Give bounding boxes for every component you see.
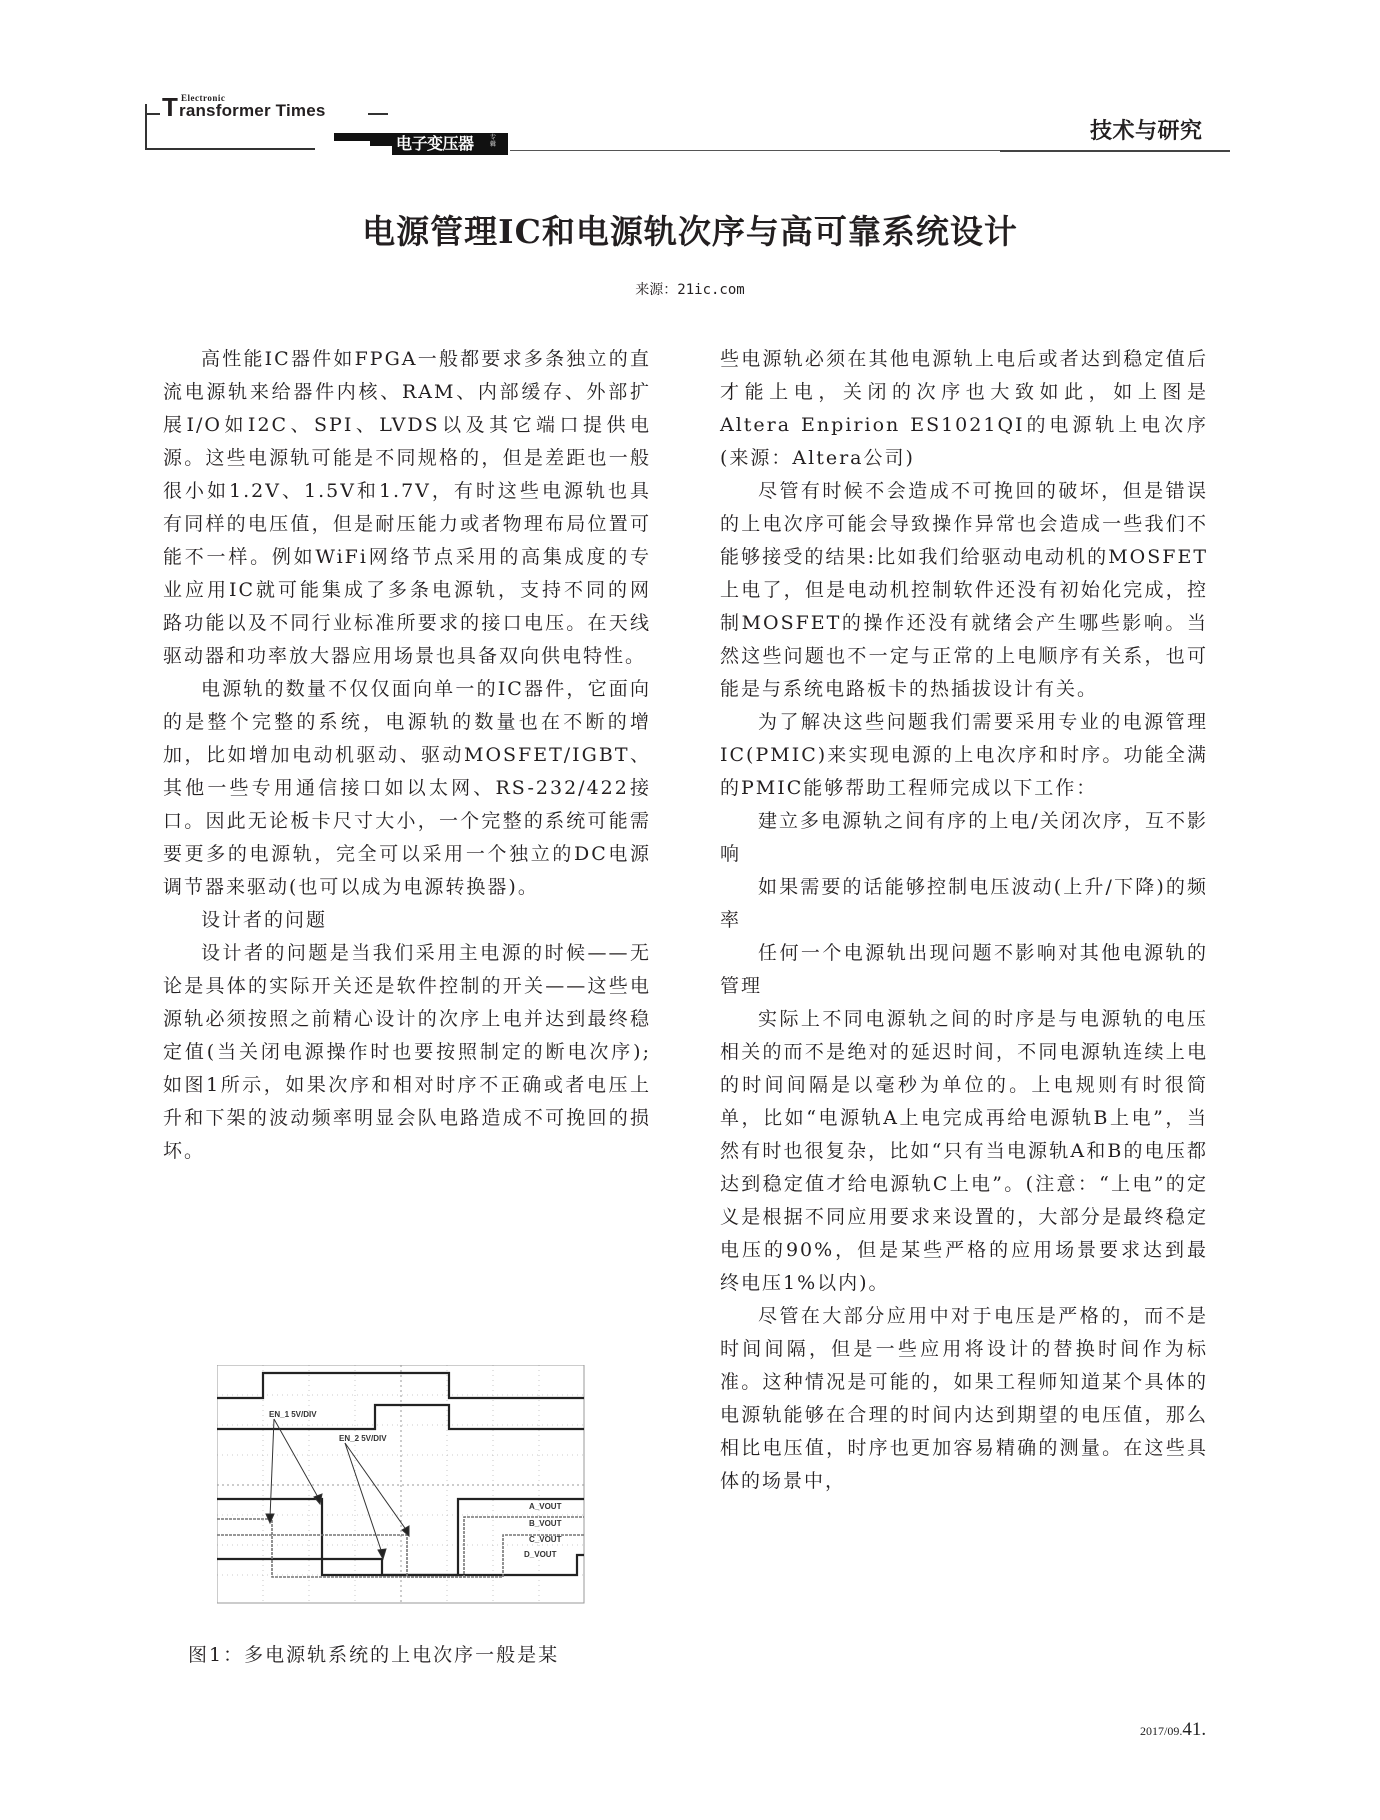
page-footer: [1140, 1720, 1206, 1741]
label-en2: EN_2 5V/DIV: [339, 1434, 387, 1443]
label-a-vout: A_VOUT: [529, 1502, 562, 1511]
label-en1: EN_1 5V/DIV: [269, 1410, 317, 1419]
paragraph: 尽管有时候不会造成不可挽回的破坏，但是错误的上电次序可能会导致操作异常也会造成一些我们不能够接受的结果:比如我们给驱动电动机的MOSFET上电了，但是电动机控制软件还没有初始化完成，控制MOSFET的操作还没有就绪会产生哪些影响。当然这些问题也不一定与正常的上电顺序有关系，也可能是与系统电路板卡的热插拔设计有关。: [720, 480, 1208, 700]
header-rule-left: [145, 148, 315, 150]
list-item: 任何一个电源轨出现问题不影响对其他电源轨的管理: [720, 942, 1208, 997]
header-rule-right-thick: [1000, 150, 1230, 152]
label-b-vout: B_VOUT: [529, 1519, 562, 1528]
header-dash: [145, 113, 160, 115]
magazine-logo-small-word: Electronic: [181, 93, 226, 103]
paragraph: 设计者的问题是当我们采用主电源的时候——无论是具体的实际开关还是软件控制的开关——这些电源轨必须按照之前精心设计的次序上电并达到最终稳定值(当关闭电源操作时也要按照制定的断电次序);如图1所示，如果次序和相对时序不正确或者电压上升和下架的波动频率明显会队电路造成不可挽回的损坏。: [163, 942, 651, 1162]
article-source: 来源：21ic.com: [635, 282, 745, 298]
magazine-logo-name: ransformer Times: [179, 101, 326, 120]
article-title: 电源管理IC和电源轨次序与高可靠系统设计: [362, 212, 1018, 251]
figure-caption: 图1：多电源轨系统的上电次序一般是某: [188, 1644, 560, 1666]
section-heading: 设计者的问题: [201, 909, 328, 931]
paragraph: 尽管在大部分应用中对于电压是严格的，而不是时间间隔，但是一些应用将设计的替换时间作为标准。这种情况是可能的，如果工程师知道某个具体的电源轨能够在合理的时间内达到期望的电压值，那么相比电压值，时序也更加容易精确的测量。在这些具体的场景中，: [720, 1305, 1208, 1492]
label-d-vout: D_VOUT: [524, 1550, 557, 1559]
header-rule-vertical: [145, 104, 147, 150]
label-c-vout: C_VOUT: [529, 1535, 562, 1544]
magazine-logo-cn: 电子变压器: [396, 134, 474, 153]
header-dash: [368, 113, 388, 115]
issue-date: 2017/09.: [1140, 1724, 1183, 1738]
page-number: 41.: [1182, 1719, 1207, 1740]
annotation-arrows: [266, 1419, 409, 1559]
paragraph: 电源轨的数量不仅仅面向单一的IC器件，它面向的是整个完整的系统，电源轨的数量也在不断的增加，比如增加电动机驱动、驱动MOSFET/IGBT、其他一些专用通信接口如以太网、RS-232/422接口。因此无论板卡尺寸大小，一个完整的系统可能需要更多的电源轨，完全可以采用一个独立的DC电源调节器来驱动(也可以成为电源转换器)。: [163, 678, 651, 898]
paragraph: 实际上不同电源轨之间的时序是与电源轨的电压相关的而不是绝对的延迟时间，不同电源轨连续上电的时间间隔是以毫秒为单位的。上电规则有时很简单，比如“电源轨A上电完成再给电源轨B上电”，当然有时也很复杂，比如“只有当电源轨A和B的电压都达到稳定值才给电源轨C上电”。(注意：“上电”的定义是根据不同应用要求来设置的，大部分是最终稳定电压的90%，但是某些严格的应用场景要求达到最终电压1%以内)。: [720, 1008, 1208, 1294]
paragraph: 为了解决这些问题我们需要采用专业的电源管理IC(PMIC)来实现电源的上电次序和时序。功能全满的PMIC能够帮助工程师完成以下工作：: [720, 711, 1208, 799]
section-tag: 技术与研究: [1090, 119, 1203, 144]
magazine-logo-letter: T: [162, 92, 178, 122]
left-column: [163, 343, 651, 1168]
magazine-logo-cn-small: 专辑: [490, 134, 497, 148]
paragraph: 高性能IC器件如FPGA一般都要求多条独立的直流电源轨来给器件内核、RAM、内部缓存、外部扩展I/O如I2C、SPI、LVDS以及其它端口提供电源。这些电源轨可能是不同规格的，但是差距也一般很小如1.2V、1.5V和1.7V，有时这些电源轨也具有同样的电压值，但是耐压能力或者物理布局位置可能不一样。例如WiFi网络节点采用的高集成度的专业应用IC就可能集成了多条电源轨，支持不同的网路功能以及不同行业标准所要求的接口电压。在天线驱动器和功率放大器应用场景也具备双向供电特性。: [163, 348, 651, 667]
list-item: 如果需要的话能够控制电压波动(上升/下降)的频率: [720, 876, 1208, 931]
right-column: [720, 343, 1208, 1498]
list-item: 建立多电源轨之间有序的上电/关闭次序，互不影响: [720, 810, 1208, 865]
oscilloscope-figure: [217, 1365, 587, 1605]
paragraph: 些电源轨必须在其他电源轨上电后或者达到稳定值后才能上电，关闭的次序也大致如此，如上图是Altera Enpirion ES1021QI的电源轨上电次序(来源：Altera公司): [720, 348, 1208, 469]
